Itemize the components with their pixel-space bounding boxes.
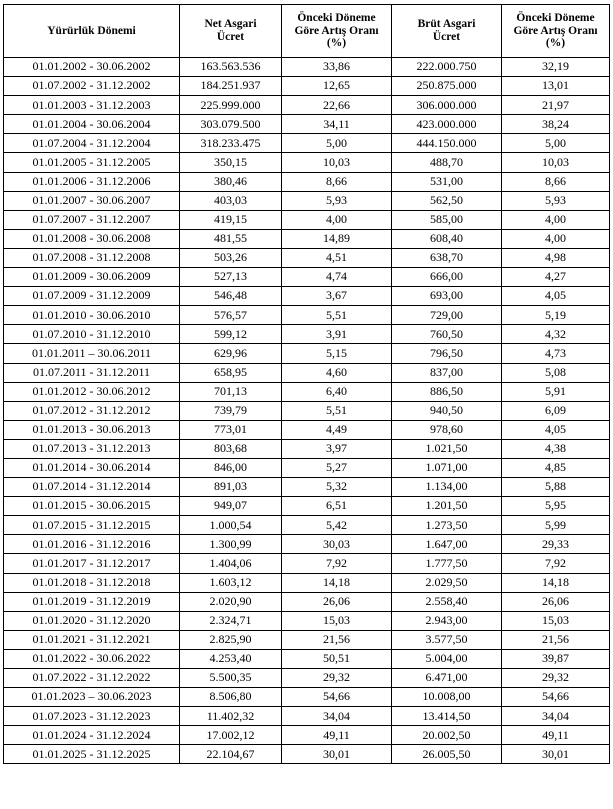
table-cell: 34,04: [282, 707, 392, 726]
table-cell: 01.01.2017 - 31.12.2017: [4, 554, 180, 573]
table-cell: 729,00: [392, 306, 502, 325]
table-cell: 30,03: [282, 535, 392, 554]
table-cell: 7,92: [502, 554, 610, 573]
table-cell: 546,48: [180, 287, 282, 306]
table-cell: 39,87: [502, 649, 610, 668]
table-cell: 29,32: [502, 669, 610, 688]
table-cell: 49,11: [282, 726, 392, 745]
table-cell: 1.603,12: [180, 573, 282, 592]
table-cell: 11.402,32: [180, 707, 282, 726]
table-cell: 701,13: [180, 382, 282, 401]
table-cell: 10.008,00: [392, 688, 502, 707]
column-header-gross-increase-rate-line-2: Göre Artış Oranı: [513, 24, 598, 37]
table-cell: 444.150.000: [392, 134, 502, 153]
table-cell: 01.01.2021 - 31.12.2021: [4, 630, 180, 649]
table-cell: 3,67: [282, 287, 392, 306]
table-cell: 01.01.2023 – 30.06.2023: [4, 688, 180, 707]
table-cell: 01.01.2009 - 30.06.2009: [4, 268, 180, 287]
column-header-gross-increase-rate-line-1: Önceki Döneme: [516, 11, 595, 24]
table-cell: 01.07.2004 - 31.12.2004: [4, 134, 180, 153]
table-cell: 5,42: [282, 516, 392, 535]
table-row: [4, 478, 610, 497]
table-cell: 5,19: [502, 306, 610, 325]
table-cell: 7,92: [282, 554, 392, 573]
table-cell: 26.005,50: [392, 745, 502, 764]
table-cell: 10,03: [282, 153, 392, 172]
table-cell: 1.300,99: [180, 535, 282, 554]
table-cell: 949,07: [180, 497, 282, 516]
table-cell: 886,50: [392, 382, 502, 401]
table-cell: 2.558,40: [392, 592, 502, 611]
table-row: [4, 458, 610, 477]
table-cell: 4,38: [502, 439, 610, 458]
table-cell: 01.07.2015 - 31.12.2015: [4, 516, 180, 535]
table-cell: 01.01.2019 - 31.12.2019: [4, 592, 180, 611]
table-cell: 303.079.500: [180, 115, 282, 134]
table-cell: 5,27: [282, 458, 392, 477]
table-row: [4, 268, 610, 287]
table-cell: 576,57: [180, 306, 282, 325]
table-cell: 01.07.2014 - 31.12.2014: [4, 478, 180, 497]
table-row: [4, 516, 610, 535]
table-cell: 5,15: [282, 344, 392, 363]
table-cell: 3,91: [282, 325, 392, 344]
table-row: [4, 649, 610, 668]
table-cell: 4,73: [502, 344, 610, 363]
table-cell: 8,66: [282, 172, 392, 191]
table-cell: 14,89: [282, 229, 392, 248]
table-cell: 21,56: [502, 630, 610, 649]
table-cell: 1.404,06: [180, 554, 282, 573]
table-cell: 5,88: [502, 478, 610, 497]
table-cell: 26,06: [282, 592, 392, 611]
table-cell: 21,97: [502, 96, 610, 115]
column-header-net-wage-line-2: Ücret: [216, 31, 245, 43]
table-row: [4, 248, 610, 267]
table-header: [4, 5, 610, 58]
table-row: [4, 191, 610, 210]
table-cell: 184.251.937: [180, 77, 282, 96]
table-cell: 01.07.2008 - 31.12.2008: [4, 248, 180, 267]
table-cell: 01.01.2025 - 31.12.2025: [4, 745, 180, 764]
table-cell: 01.01.2008 - 30.06.2008: [4, 229, 180, 248]
table-cell: 5,00: [282, 134, 392, 153]
table-row: [4, 745, 610, 764]
table-cell: 2.029,50: [392, 573, 502, 592]
table-cell: 1.777,50: [392, 554, 502, 573]
table-cell: 01.01.2022 - 30.06.2022: [4, 649, 180, 668]
table-cell: 4,60: [282, 363, 392, 382]
table-cell: 380,46: [180, 172, 282, 191]
table-cell: 33,86: [282, 58, 392, 77]
table-cell: 01.01.2016 - 31.12.2016: [4, 535, 180, 554]
column-header-net-wage-line-1: Net Asgari: [204, 18, 257, 31]
table-row: [4, 439, 610, 458]
table-cell: 163.563.536: [180, 58, 282, 77]
table-cell: 21,56: [282, 630, 392, 649]
table-row: [4, 382, 610, 401]
table-cell: 8.506,80: [180, 688, 282, 707]
table-row: [4, 669, 610, 688]
table-cell: 1.134,00: [392, 478, 502, 497]
table-row: [4, 229, 610, 248]
table-row: [4, 688, 610, 707]
table-cell: 638,70: [392, 248, 502, 267]
table-cell: 1.201,50: [392, 497, 502, 516]
table-cell: 6,09: [502, 401, 610, 420]
table-row: [4, 325, 610, 344]
table-cell: 01.01.2014 - 30.06.2014: [4, 458, 180, 477]
table-cell: 30,01: [502, 745, 610, 764]
column-header-gross-wage-line-1: Brüt Asgari: [417, 18, 476, 31]
table-cell: 01.01.2015 - 30.06.2015: [4, 497, 180, 516]
table-cell: 8,66: [502, 172, 610, 191]
table-cell: 5,91: [502, 382, 610, 401]
table-cell: 14,18: [502, 573, 610, 592]
table-row: [4, 134, 610, 153]
table-cell: 693,00: [392, 287, 502, 306]
table-cell: 5.500,35: [180, 669, 282, 688]
column-header-net-increase-rate: [282, 5, 392, 58]
table-cell: 4,00: [282, 210, 392, 229]
table-cell: 562,50: [392, 191, 502, 210]
table-cell: 222.000.750: [392, 58, 502, 77]
table-cell: 773,01: [180, 420, 282, 439]
table-cell: 01.01.2004 - 30.06.2004: [4, 115, 180, 134]
table-cell: 2.943,00: [392, 611, 502, 630]
table-cell: 26,06: [502, 592, 610, 611]
table-row: [4, 210, 610, 229]
table-cell: 527,13: [180, 268, 282, 287]
table-cell: 666,00: [392, 268, 502, 287]
table-cell: 01.01.2007 - 30.06.2007: [4, 191, 180, 210]
table-cell: 01.07.2011 - 31.12.2011: [4, 363, 180, 382]
table-cell: 306.000.000: [392, 96, 502, 115]
table-cell: 01.01.2005 - 31.12.2005: [4, 153, 180, 172]
table-cell: 5,00: [502, 134, 610, 153]
table-cell: 760,50: [392, 325, 502, 344]
table-row: [4, 287, 610, 306]
table-cell: 4,32: [502, 325, 610, 344]
table-row: [4, 554, 610, 573]
table-cell: 10,03: [502, 153, 610, 172]
table-cell: 01.01.2011 – 30.06.2011: [4, 344, 180, 363]
column-header-net-increase-rate-line-1: Önceki Döneme: [297, 11, 376, 24]
minimum-wage-table: [3, 4, 610, 764]
table-cell: 32,19: [502, 58, 610, 77]
table-cell: 6,51: [282, 497, 392, 516]
table-cell: 4,51: [282, 248, 392, 267]
table-cell: 940,50: [392, 401, 502, 420]
table-cell: 978,60: [392, 420, 502, 439]
table-cell: 13,01: [502, 77, 610, 96]
table-cell: 225.999.000: [180, 96, 282, 115]
column-header-net-increase-rate-line-3: (%): [326, 37, 347, 50]
table-cell: 1.071,00: [392, 458, 502, 477]
column-header-gross-wage: [392, 5, 502, 58]
table-cell: 837,00: [392, 363, 502, 382]
table-cell: 2.324,71: [180, 611, 282, 630]
table-cell: 38,24: [502, 115, 610, 134]
table-cell: 54,66: [282, 688, 392, 707]
table-row: [4, 363, 610, 382]
table-cell: 531,00: [392, 172, 502, 191]
column-header-gross-wage-line-2: Ücret: [432, 31, 461, 43]
table-cell: 419,15: [180, 210, 282, 229]
table-cell: 5,93: [282, 191, 392, 210]
column-header-gross-increase-rate-line-3: (%): [545, 37, 566, 50]
table-cell: 01.07.2009 - 31.12.2009: [4, 287, 180, 306]
table-row: [4, 420, 610, 439]
table-cell: 13.414,50: [392, 707, 502, 726]
table-cell: 01.07.2023 - 31.12.2023: [4, 707, 180, 726]
table-cell: 15,03: [282, 611, 392, 630]
table-cell: 5,51: [282, 306, 392, 325]
table-row: [4, 58, 610, 77]
table-cell: 5,95: [502, 497, 610, 516]
table-cell: 14,18: [282, 573, 392, 592]
table-row: [4, 306, 610, 325]
table-cell: 5,51: [282, 401, 392, 420]
table-cell: 34,04: [502, 707, 610, 726]
table-cell: 5,99: [502, 516, 610, 535]
table-body: [4, 58, 610, 764]
table-cell: 585,00: [392, 210, 502, 229]
table-cell: 739,79: [180, 401, 282, 420]
table-cell: 01.01.2010 - 30.06.2010: [4, 306, 180, 325]
table-cell: 20.002,50: [392, 726, 502, 745]
table-row: [4, 172, 610, 191]
table-cell: 2.825,90: [180, 630, 282, 649]
table-cell: 01.01.2018 - 31.12.2018: [4, 573, 180, 592]
table-cell: 4.253,40: [180, 649, 282, 668]
table-cell: 5,08: [502, 363, 610, 382]
table-cell: 1.647,00: [392, 535, 502, 554]
table-cell: 22,66: [282, 96, 392, 115]
table-cell: 4,05: [502, 420, 610, 439]
table-row: [4, 611, 610, 630]
table-cell: 50,51: [282, 649, 392, 668]
column-header-gross-increase-rate: [502, 5, 610, 58]
table-row: [4, 707, 610, 726]
table-row: [4, 115, 610, 134]
column-header-net-increase-rate-line-2: Göre Artış Oranı: [294, 24, 379, 37]
table-cell: 423.000.000: [392, 115, 502, 134]
table-row: [4, 726, 610, 745]
table-cell: 318.233.475: [180, 134, 282, 153]
table-cell: 29,33: [502, 535, 610, 554]
table-row: [4, 77, 610, 96]
table-cell: 4,05: [502, 287, 610, 306]
table-cell: 01.07.2022 - 31.12.2022: [4, 669, 180, 688]
table-cell: 15,03: [502, 611, 610, 630]
table-row: [4, 535, 610, 554]
table-cell: 34,11: [282, 115, 392, 134]
table-cell: 846,00: [180, 458, 282, 477]
table-cell: 599,12: [180, 325, 282, 344]
table-cell: 403,03: [180, 191, 282, 210]
table-cell: 4,27: [502, 268, 610, 287]
table-cell: 488,70: [392, 153, 502, 172]
table-cell: 803,68: [180, 439, 282, 458]
table-row: [4, 344, 610, 363]
table-cell: 4,00: [502, 210, 610, 229]
column-header-period-line-1: Yürürlük Dönemi: [47, 24, 136, 37]
table-cell: 01.01.2003 - 31.12.2003: [4, 96, 180, 115]
table-cell: 3,97: [282, 439, 392, 458]
table-row: [4, 630, 610, 649]
table-cell: 49,11: [502, 726, 610, 745]
table-cell: 3.577,50: [392, 630, 502, 649]
table-row: [4, 153, 610, 172]
column-header-period: [4, 5, 180, 58]
table-cell: 4,85: [502, 458, 610, 477]
table-row: [4, 592, 610, 611]
table-cell: 01.01.2024 - 31.12.2024: [4, 726, 180, 745]
table-cell: 891,03: [180, 478, 282, 497]
table-cell: 01.07.2002 - 31.12.2002: [4, 77, 180, 96]
table-cell: 1.000,54: [180, 516, 282, 535]
table-cell: 54,66: [502, 688, 610, 707]
table-header-row: [4, 5, 610, 58]
table-cell: 1.021,50: [392, 439, 502, 458]
column-header-net-wage: [180, 5, 282, 58]
table-cell: 01.01.2012 - 30.06.2012: [4, 382, 180, 401]
table-cell: 01.07.2013 - 31.12.2013: [4, 439, 180, 458]
table-cell: 350,15: [180, 153, 282, 172]
table-cell: 4,74: [282, 268, 392, 287]
table-cell: 4,98: [502, 248, 610, 267]
table-cell: 658,95: [180, 363, 282, 382]
table-cell: 481,55: [180, 229, 282, 248]
table-cell: 30,01: [282, 745, 392, 764]
table-cell: 4,00: [502, 229, 610, 248]
table-cell: 01.01.2020 - 31.12.2020: [4, 611, 180, 630]
table-cell: 17.002,12: [180, 726, 282, 745]
table-row: [4, 497, 610, 516]
table-cell: 4,49: [282, 420, 392, 439]
table-cell: 796,50: [392, 344, 502, 363]
table-cell: 1.273,50: [392, 516, 502, 535]
table-cell: 629,96: [180, 344, 282, 363]
table-row: [4, 96, 610, 115]
table-cell: 2.020,90: [180, 592, 282, 611]
table-cell: 01.07.2012 - 31.12.2012: [4, 401, 180, 420]
table-cell: 01.01.2013 - 30.06.2013: [4, 420, 180, 439]
table-cell: 608,40: [392, 229, 502, 248]
table-cell: 01.07.2010 - 31.12.2010: [4, 325, 180, 344]
table-cell: 250.875.000: [392, 77, 502, 96]
table-row: [4, 401, 610, 420]
table-cell: 01.01.2006 - 31.12.2006: [4, 172, 180, 191]
table-cell: 29,32: [282, 669, 392, 688]
table-cell: 6,40: [282, 382, 392, 401]
table-row: [4, 573, 610, 592]
table-cell: 01.07.2007 - 31.12.2007: [4, 210, 180, 229]
table-cell: 6.471,00: [392, 669, 502, 688]
table-cell: 503,26: [180, 248, 282, 267]
table-cell: 12,65: [282, 77, 392, 96]
table-cell: 01.01.2002 - 30.06.2002: [4, 58, 180, 77]
table-cell: 22.104,67: [180, 745, 282, 764]
table-cell: 5,93: [502, 191, 610, 210]
table-cell: 5,32: [282, 478, 392, 497]
table-cell: 5.004,00: [392, 649, 502, 668]
